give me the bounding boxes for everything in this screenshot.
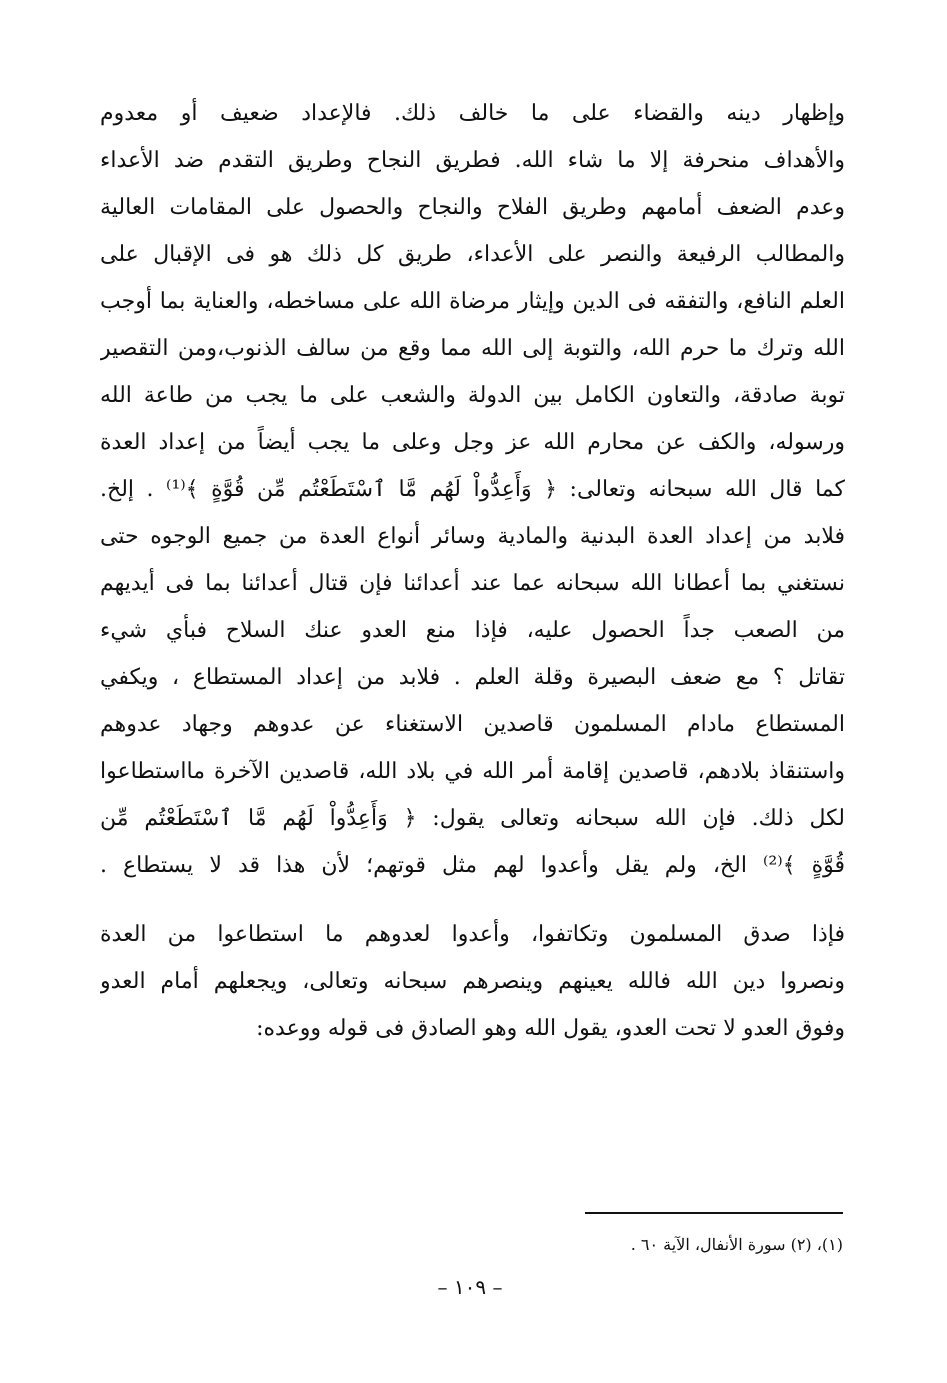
paragraph-gap bbox=[100, 889, 845, 911]
text-line: فلابد من إعداد العدة البدنية والمادية وسائر أنواع العدة من جميع الوجوه حتى bbox=[100, 524, 845, 549]
text-line: وعدم الضعف أمامهم وطريق الفلاح والنجاح والحصول على المقامات العالية bbox=[100, 195, 845, 220]
text-line: والمطالب الرفيعة والنصر على الأعداء، طريق كل ذلك هو فى الإقبال على bbox=[100, 242, 845, 267]
page-number: – ١٠٩ – bbox=[437, 1275, 503, 1299]
quran-verse-line: قُوَّةٍ ﴾⁽²⁾ الخ، ولم يقل وأعدوا لهم مثل قوتهم؛ لأن هذا قد لا يستطاع . bbox=[100, 853, 845, 878]
text-line: من الصعب جداً الحصول عليه، فإذا منع العدو عنك السلاح فبأي شيء bbox=[100, 618, 845, 643]
text-line: توبة صادقة، والتعاون الكامل بين الدولة والشعب على ما يجب من طاعة الله bbox=[100, 383, 845, 408]
footnote: (١)، (٢) سورة الأنفال، الآية ٦٠ . bbox=[630, 1235, 843, 1254]
footnote-divider bbox=[585, 1212, 843, 1214]
text-line: الله وترك ما حرم الله، والتوبة إلى الله مما وقع من سالف الذنوب،ومن التقصير bbox=[100, 336, 845, 361]
text-line: فإذا صدق المسلمون وتكاتفوا، وأعدوا لعدوهم ما استطاعوا من العدة bbox=[100, 922, 845, 947]
text-line: ورسوله، والكف عن محارم الله عز وجل وعلى ما يجب أيضاً من إعداد العدة bbox=[100, 430, 845, 455]
text-line: العلم النافع، والتفقه فى الدين وإيثار مرضاة الله على مساخطه، والعناية بما أوجب bbox=[100, 289, 845, 314]
text-line: واستنقاذ بلادهم، قاصدين إقامة أمر الله في بلاد الله، قاصدين الآخرة مااستطاعوا bbox=[100, 759, 845, 784]
text-line: نستغني بما أعطانا الله سبحانه عما عند أعدائنا فإن قتال أعدائنا بما فى أيديهم bbox=[100, 571, 845, 596]
text-line: تقاتل ؟ مع ضعف البصيرة وقلة العلم . فلابد من إعداد المستطاع ، ويكفي bbox=[100, 665, 845, 690]
text-line: وإظهار دينه والقضاء على ما خالف ذلك. فالإعداد ضعيف أو معدوم bbox=[100, 101, 845, 126]
quran-verse-line: لكل ذلك. فإن الله سبحانه وتعالى يقول: ﴿ وَأَعِدُّواْ لَهُم مَّا ٱسْتَطَعْتُم مِّن bbox=[100, 806, 845, 831]
text-line: وفوق العدو لا تحت العدو، يقول الله وهو الصادق فى قوله ووعده: bbox=[256, 1016, 845, 1041]
text-line: والأهداف منحرفة إلا ما شاء الله. فطريق النجاح وطريق التقدم ضد الأعداء bbox=[100, 148, 845, 173]
text-line: ونصروا دين الله فالله يعينهم وينصرهم سبحانه وتعالى، ويجعلهم أمام العدو bbox=[100, 969, 845, 994]
body-text bbox=[100, 90, 845, 1052]
text-line: المستطاع مادام المسلمون قاصدين الاستغناء عن عدوهم وجهاد عدوهم bbox=[100, 712, 845, 737]
quran-verse-line: كما قال الله سبحانه وتعالى: ﴿ وَأَعِدُّواْ لَهُم مَّا ٱسْتَطَعْتُم مِّن قُوَّةٍ ﴾⁽¹⁾ . إلخ. bbox=[100, 477, 845, 502]
